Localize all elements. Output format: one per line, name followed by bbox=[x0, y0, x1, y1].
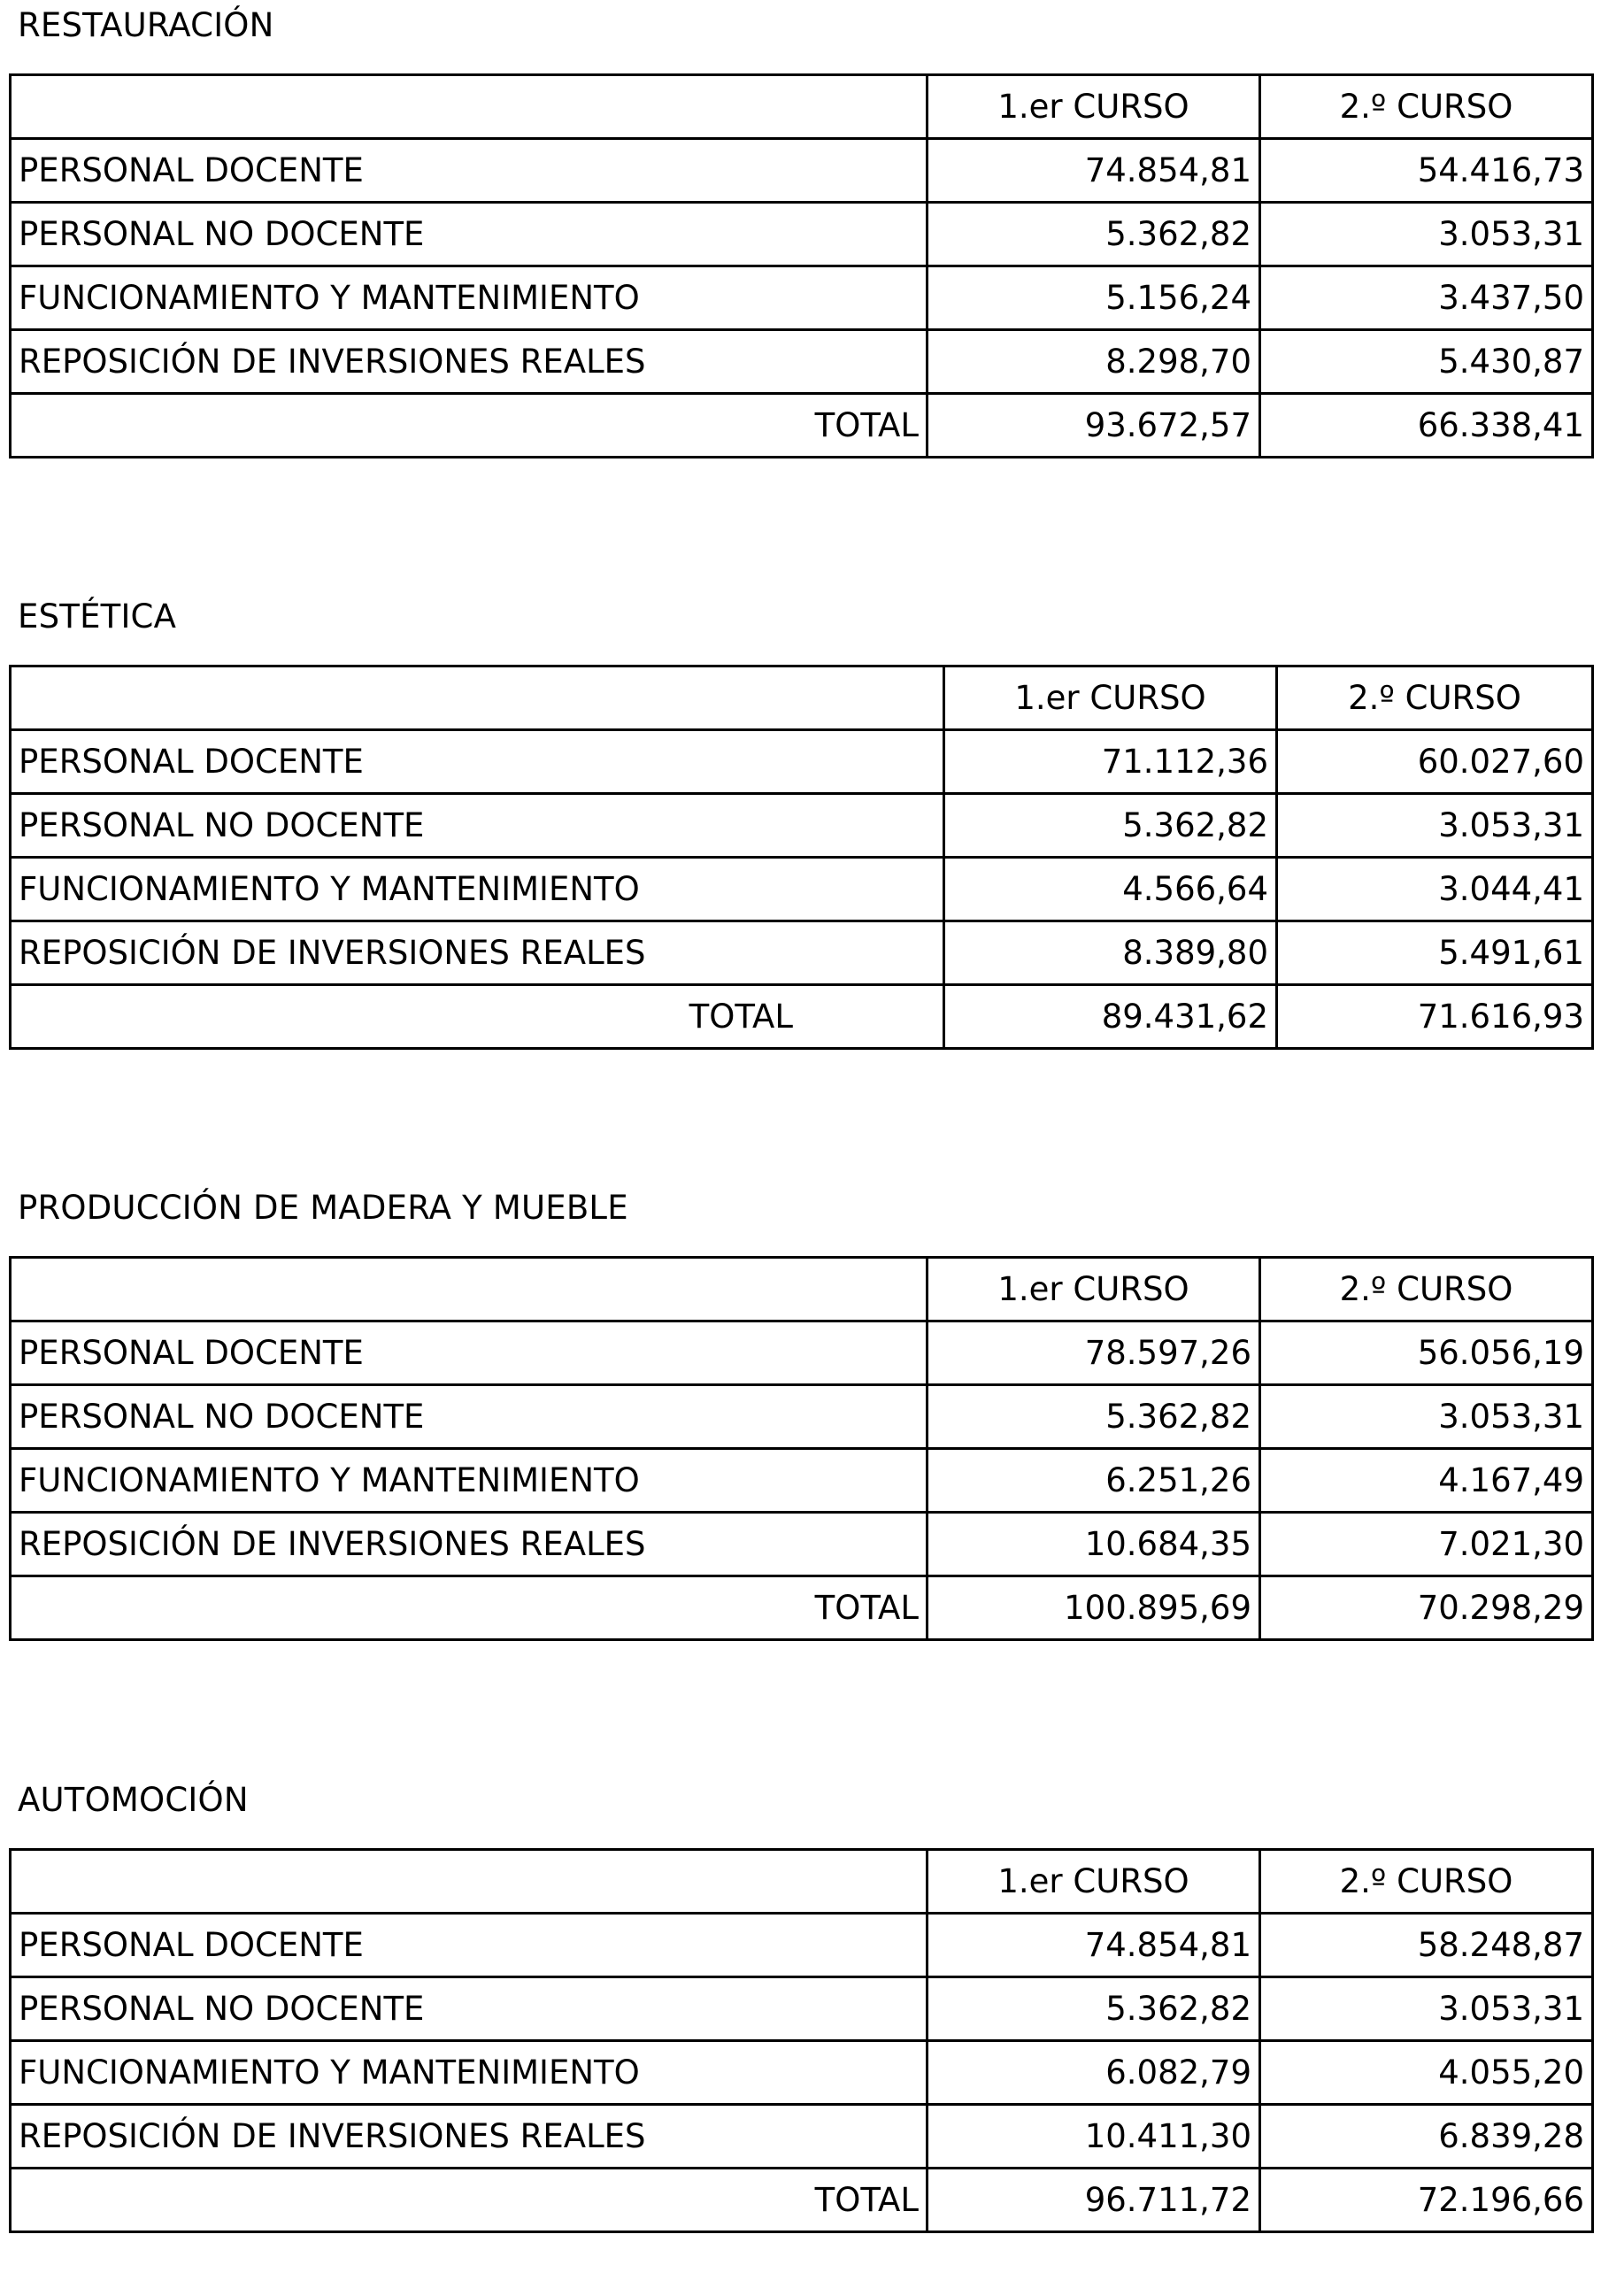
first-course-value: 8.389,80 bbox=[944, 921, 1277, 985]
concept-cell: FUNCIONAMIENTO Y MANTENIMIENTO bbox=[11, 266, 928, 330]
header-row bbox=[11, 75, 1593, 139]
total-row bbox=[11, 2169, 1593, 2232]
concept-cell: PERSONAL DOCENTE bbox=[11, 139, 928, 203]
second-course-value: 3.053,31 bbox=[1277, 794, 1593, 858]
second-course-value: 7.021,30 bbox=[1260, 1513, 1593, 1576]
concept-cell: REPOSICIÓN DE INVERSIONES REALES bbox=[11, 2105, 928, 2169]
total-row bbox=[11, 394, 1593, 458]
header-cell-empty bbox=[11, 666, 944, 730]
total-first-course: 89.431,62 bbox=[944, 985, 1277, 1049]
concept-cell: REPOSICIÓN DE INVERSIONES REALES bbox=[11, 1513, 928, 1576]
first-course-value: 78.597,26 bbox=[928, 1321, 1260, 1385]
first-course-value: 5.362,82 bbox=[928, 1977, 1260, 2041]
first-course-value: 5.362,82 bbox=[944, 794, 1277, 858]
table-row bbox=[11, 794, 1593, 858]
first-course-value: 10.411,30 bbox=[928, 2105, 1260, 2169]
table-row bbox=[11, 1385, 1593, 1449]
concept-cell: PERSONAL NO DOCENTE bbox=[11, 1385, 928, 1449]
second-course-value: 4.167,49 bbox=[1260, 1449, 1593, 1513]
table-row bbox=[11, 858, 1593, 921]
total-second-course: 71.616,93 bbox=[1277, 985, 1593, 1049]
section-title: RESTAURACIÓN bbox=[18, 6, 274, 44]
header-cell-second-course: 2.º CURSO bbox=[1277, 666, 1593, 730]
total-label: TOTAL bbox=[11, 2169, 928, 2232]
first-course-value: 8.298,70 bbox=[928, 330, 1260, 394]
second-course-value: 6.839,28 bbox=[1260, 2105, 1593, 2169]
second-course-value: 3.053,31 bbox=[1260, 1977, 1593, 2041]
concept-cell: PERSONAL DOCENTE bbox=[11, 1321, 928, 1385]
header-cell-empty bbox=[11, 75, 928, 139]
total-label: TOTAL bbox=[11, 985, 944, 1049]
concept-cell: PERSONAL NO DOCENTE bbox=[11, 203, 928, 266]
concept-cell: REPOSICIÓN DE INVERSIONES REALES bbox=[11, 921, 944, 985]
second-course-value: 3.044,41 bbox=[1277, 858, 1593, 921]
total-second-course: 72.196,66 bbox=[1260, 2169, 1593, 2232]
concept-cell: PERSONAL DOCENTE bbox=[11, 1914, 928, 1977]
header-cell-first-course: 1.er CURSO bbox=[928, 1258, 1260, 1321]
budget-table bbox=[9, 1256, 1594, 1641]
concept-cell: PERSONAL NO DOCENTE bbox=[11, 1977, 928, 2041]
total-label: TOTAL bbox=[11, 394, 928, 458]
header-cell-empty bbox=[11, 1258, 928, 1321]
total-first-course: 96.711,72 bbox=[928, 2169, 1260, 2232]
concept-cell: FUNCIONAMIENTO Y MANTENIMIENTO bbox=[11, 2041, 928, 2105]
concept-cell: FUNCIONAMIENTO Y MANTENIMIENTO bbox=[11, 858, 944, 921]
second-course-value: 3.437,50 bbox=[1260, 266, 1593, 330]
header-cell-first-course: 1.er CURSO bbox=[928, 1850, 1260, 1914]
header-cell-empty bbox=[11, 1850, 928, 1914]
table-row bbox=[11, 139, 1593, 203]
table-row bbox=[11, 730, 1593, 794]
total-second-course: 66.338,41 bbox=[1260, 394, 1593, 458]
concept-cell: PERSONAL NO DOCENTE bbox=[11, 794, 944, 858]
header-row bbox=[11, 1850, 1593, 1914]
second-course-value: 58.248,87 bbox=[1260, 1914, 1593, 1977]
first-course-value: 10.684,35 bbox=[928, 1513, 1260, 1576]
first-course-value: 4.566,64 bbox=[944, 858, 1277, 921]
table-row bbox=[11, 2105, 1593, 2169]
budget-table bbox=[9, 73, 1594, 458]
header-cell-second-course: 2.º CURSO bbox=[1260, 75, 1593, 139]
section-title: AUTOMOCIÓN bbox=[18, 1781, 249, 1819]
table-row bbox=[11, 1513, 1593, 1576]
header-cell-second-course: 2.º CURSO bbox=[1260, 1258, 1593, 1321]
table-row bbox=[11, 1977, 1593, 2041]
section-title: ESTÉTICA bbox=[18, 597, 177, 636]
first-course-value: 74.854,81 bbox=[928, 139, 1260, 203]
second-course-value: 60.027,60 bbox=[1277, 730, 1593, 794]
first-course-value: 6.082,79 bbox=[928, 2041, 1260, 2105]
second-course-value: 3.053,31 bbox=[1260, 203, 1593, 266]
header-row bbox=[11, 666, 1593, 730]
concept-cell: REPOSICIÓN DE INVERSIONES REALES bbox=[11, 330, 928, 394]
first-course-value: 5.362,82 bbox=[928, 203, 1260, 266]
first-course-value: 74.854,81 bbox=[928, 1914, 1260, 1977]
first-course-value: 5.362,82 bbox=[928, 1385, 1260, 1449]
header-cell-second-course: 2.º CURSO bbox=[1260, 1850, 1593, 1914]
header-cell-first-course: 1.er CURSO bbox=[928, 75, 1260, 139]
total-row bbox=[11, 985, 1593, 1049]
total-row bbox=[11, 1576, 1593, 1640]
total-first-course: 100.895,69 bbox=[928, 1576, 1260, 1640]
concept-cell: FUNCIONAMIENTO Y MANTENIMIENTO bbox=[11, 1449, 928, 1513]
table-row bbox=[11, 266, 1593, 330]
header-cell-first-course: 1.er CURSO bbox=[944, 666, 1277, 730]
total-second-course: 70.298,29 bbox=[1260, 1576, 1593, 1640]
second-course-value: 5.430,87 bbox=[1260, 330, 1593, 394]
total-label: TOTAL bbox=[11, 1576, 928, 1640]
first-course-value: 6.251,26 bbox=[928, 1449, 1260, 1513]
budget-table bbox=[9, 665, 1594, 1050]
concept-cell: PERSONAL DOCENTE bbox=[11, 730, 944, 794]
header-row bbox=[11, 1258, 1593, 1321]
total-first-course: 93.672,57 bbox=[928, 394, 1260, 458]
second-course-value: 5.491,61 bbox=[1277, 921, 1593, 985]
table-row bbox=[11, 921, 1593, 985]
section-title: PRODUCCIÓN DE MADERA Y MUEBLE bbox=[18, 1189, 628, 1227]
second-course-value: 54.416,73 bbox=[1260, 139, 1593, 203]
table-row bbox=[11, 330, 1593, 394]
table-row bbox=[11, 203, 1593, 266]
first-course-value: 71.112,36 bbox=[944, 730, 1277, 794]
budget-table bbox=[9, 1848, 1594, 2233]
second-course-value: 4.055,20 bbox=[1260, 2041, 1593, 2105]
first-course-value: 5.156,24 bbox=[928, 266, 1260, 330]
second-course-value: 3.053,31 bbox=[1260, 1385, 1593, 1449]
table-row bbox=[11, 1321, 1593, 1385]
second-course-value: 56.056,19 bbox=[1260, 1321, 1593, 1385]
table-row bbox=[11, 2041, 1593, 2105]
table-row bbox=[11, 1449, 1593, 1513]
table-row bbox=[11, 1914, 1593, 1977]
